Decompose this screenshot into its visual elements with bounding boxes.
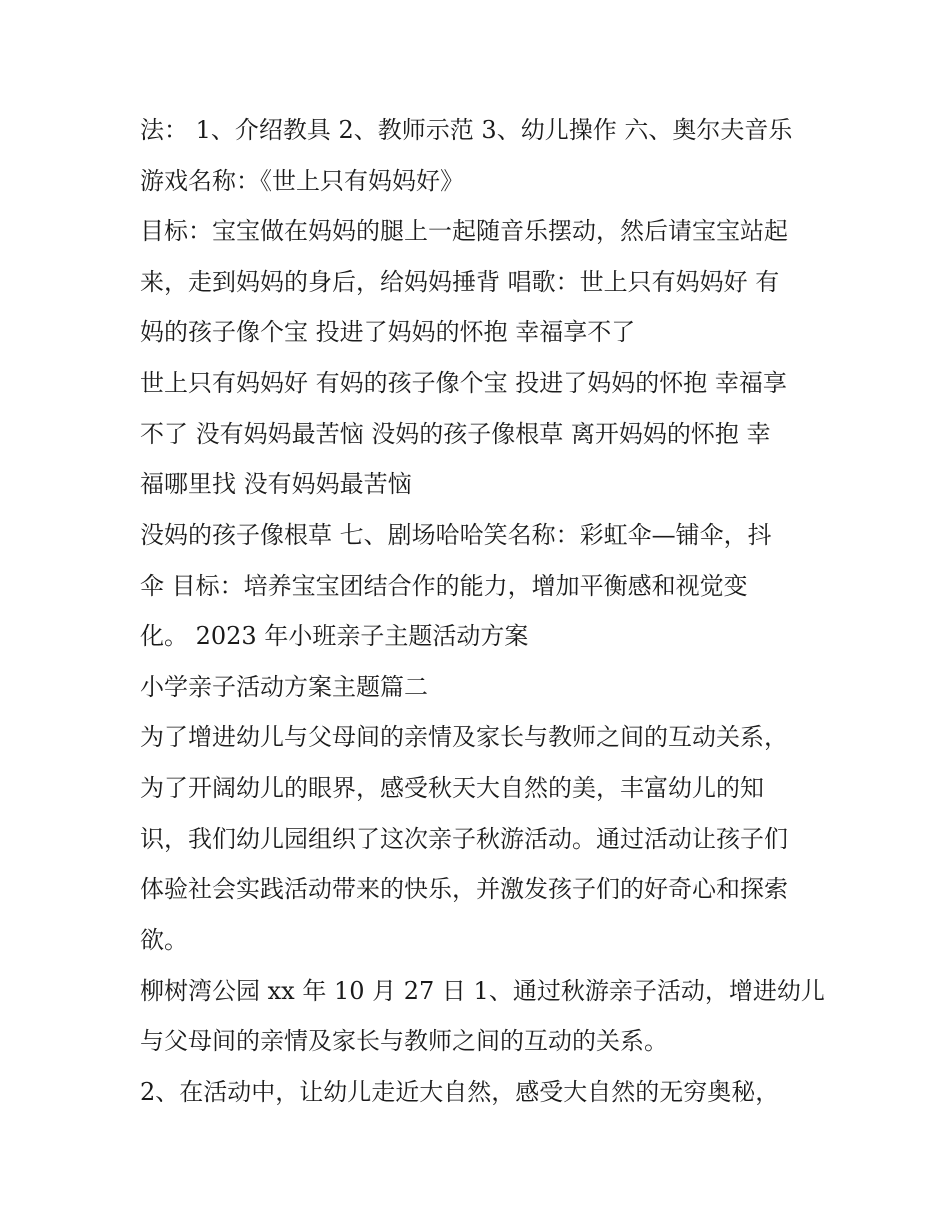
text-line: 法： 1、介绍教具 2、教师示范 3、幼儿操作 六、奥尔夫音乐 (140, 116, 793, 144)
text-line: 为了开阔幼儿的眼界，感受秋天大自然的美，丰富幼儿的知 (140, 774, 764, 802)
text-line: 游戏名称：《世上只有妈妈好》 (140, 167, 464, 195)
text-line: 妈的孩子像个宝 投进了妈妈的怀抱 幸福享不了 (140, 318, 636, 346)
text-line: 2、在活动中，让幼儿走近大自然，感受大自然的无穷奥秘， (140, 1078, 780, 1106)
text-line: 化。 2023 年小班亲子主题活动方案 (140, 622, 529, 650)
text-line: 目标：宝宝做在妈妈的腿上一起随音乐摆动，然后请宝宝站起 (140, 217, 788, 245)
text-line: 不了 没有妈妈最苦恼 没妈的孩子像根草 离开妈妈的怀抱 幸 (140, 420, 771, 448)
text-line: 福哪里找 没有妈妈最苦恼 (140, 470, 412, 498)
text-line: 没妈的孩子像根草 七、剧场哈哈笑名称：彩虹伞—铺伞，抖 (140, 521, 772, 549)
section-heading: 小学亲子活动方案主题篇二 (140, 673, 428, 701)
text-line: 欲。 (140, 926, 188, 954)
text-line: 世上只有妈妈好 有妈的孩子像个宝 投进了妈妈的怀抱 幸福享 (140, 369, 787, 397)
text-line: 伞 目标：培养宝宝团结合作的能力，增加平衡感和视觉变 (140, 572, 748, 600)
text-line: 来，走到妈妈的身后，给妈妈捶背 唱歌：世上只有妈妈好 有 (140, 268, 780, 296)
text-line: 与父母间的亲情及家长与教师之间的互动的关系。 (140, 1027, 668, 1055)
text-line: 为了增进幼儿与父母间的亲情及家长与教师之间的互动关系， (140, 723, 788, 751)
text-line: 柳树湾公园 xx 年 10 月 27 日 1、通过秋游亲子活动，增进幼儿 (140, 977, 825, 1005)
text-line: 体验社会实践活动带来的快乐，并激发孩子们的好奇心和探索 (140, 875, 788, 903)
text-line: 识，我们幼儿园组织了这次亲子秋游活动。通过活动让孩子们 (140, 825, 788, 853)
